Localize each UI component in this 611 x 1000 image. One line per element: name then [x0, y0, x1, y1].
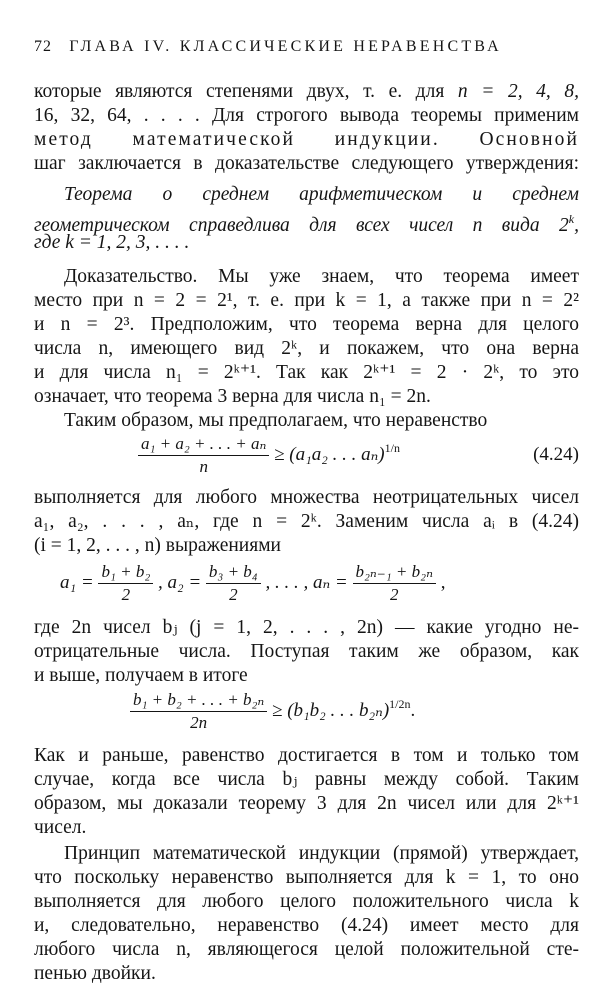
text-line: где 2n чисел bⱼ (j = 1, 2, . . . , 2n) — какие угодно не-: [34, 617, 579, 638]
text-line: любого числа n, являющегося целой положительной сте-: [34, 939, 579, 960]
text-line: шаг заключается в доказательстве следующего утверждения:: [34, 153, 579, 174]
chapter-title: ГЛАВА IV. КЛАССИЧЕСКИЕ НЕРАВЕНСТВА: [69, 38, 502, 55]
equation-4-24: $\frac{\text{a₁ + a₂ + . . . + aₙ}}{n}$ ≥ (a₁a₂ . . . aₙ)$^{1/n}$ (4.24): [34, 432, 579, 482]
text-line: 16, 32, 64, . . . . Для строгого вывода теоремы применим: [34, 105, 579, 126]
running-header: [34, 38, 579, 56]
text-line: Доказательство. Мы уже знаем, что теорема имеет: [64, 266, 579, 287]
fraction: $\frac{\text{b₁ + b₂}}{2}$: [98, 562, 153, 605]
text-line: которые являются степенями двух, т. е. для n = 2, 4, 8,: [34, 81, 579, 102]
equation-label: (4.24): [533, 444, 579, 465]
text-line: и n = 2³. Предположим, что теорема верна для целого: [34, 314, 579, 335]
fraction: $\frac{\text{b₁ + b₂ + . . . + b₂ₙ}}{2n}$: [130, 690, 267, 733]
text-line: Как и раньше, равенство достигается в том и только том: [34, 745, 579, 766]
text-line: метод математической индукции. Основной: [34, 129, 579, 150]
equation-substitution: a₁ = $\frac{\text{b₁ + b₂}}{2}$ , a₂ = $\frac{\text{b₃ + b₄}}{2}$ , . . . , aₙ = $\frac{\text{b₂ₙ₋₁ + b₂ₙ}}{2}$ ,: [60, 562, 446, 604]
text-line: чисел.: [34, 817, 87, 838]
text-line: пенью двойки.: [34, 963, 156, 984]
text-line: отрицательные числа. Поступая таким же образом, как: [34, 641, 579, 662]
fraction: $\frac{\text{a₁ + a₂ + . . . + aₙ}}{n}$: [138, 434, 269, 477]
text-line: что поскольку неравенство выполняется для k = 1, то оно: [34, 867, 579, 888]
text-line: выполняется для любого целого положительного числа k: [34, 891, 579, 912]
text-line: выполняется для любого множества неотрицательных чисел: [34, 487, 579, 508]
theorem-line: Теорема о среднем арифметическом и среднем: [64, 184, 579, 205]
text-line: числа n, имеющего вид 2ᵏ, и покажем, что она верна: [34, 338, 579, 359]
theorem-line: где k = 1, 2, 3, . . . .: [34, 232, 190, 253]
text-line: и для числа n₁ = 2ᵏ⁺¹. Так как 2ᵏ⁺¹ = 2 · 2ᵏ, то это: [34, 362, 579, 383]
fraction: $\frac{\text{b₂ₙ₋₁ + b₂ₙ}}{2}$: [353, 562, 436, 605]
text-line: означает, что теорема 3 верна для числа n₁ = 2n.: [34, 386, 431, 407]
book-page: [34, 0, 579, 1000]
equation-final: $\frac{\text{b₁ + b₂ + . . . + b₂ₙ}}{2n}$ ≥ (b₁b₂ . . . b₂ₙ)$^{1/2n}$.: [34, 688, 579, 738]
theorem-line: геометрическом справедлива для всех чисел n вида 2$^k$,: [34, 212, 579, 236]
text-line: Таким образом, мы предполагаем, что неравенство: [64, 410, 488, 431]
text-line: место при n = 2 = 2¹, т. е. при k = 1, а также при n = 2²: [34, 290, 579, 311]
page-number: 72: [34, 38, 52, 55]
fraction: $\frac{\text{b₃ + b₄}}{2}$: [206, 562, 261, 605]
text-line: и, следовательно, неравенство (4.24) имеет место для: [34, 915, 579, 936]
text-line: Принцип математической индукции (прямой) утверждает,: [64, 843, 579, 864]
text-line: и выше, получаем в итоге: [34, 665, 248, 686]
text-line: образом, мы доказали теорему 3 для 2n чисел или для 2ᵏ⁺¹: [34, 793, 579, 814]
text-line: случае, когда все числа bⱼ равны между собой. Таким: [34, 769, 579, 790]
text-line: (i = 1, 2, . . . , n) выражениями: [34, 535, 281, 556]
text-line: a₁, a₂, . . . , aₙ, где n = 2ᵏ. Заменим числа aᵢ в (4.24): [34, 511, 579, 532]
